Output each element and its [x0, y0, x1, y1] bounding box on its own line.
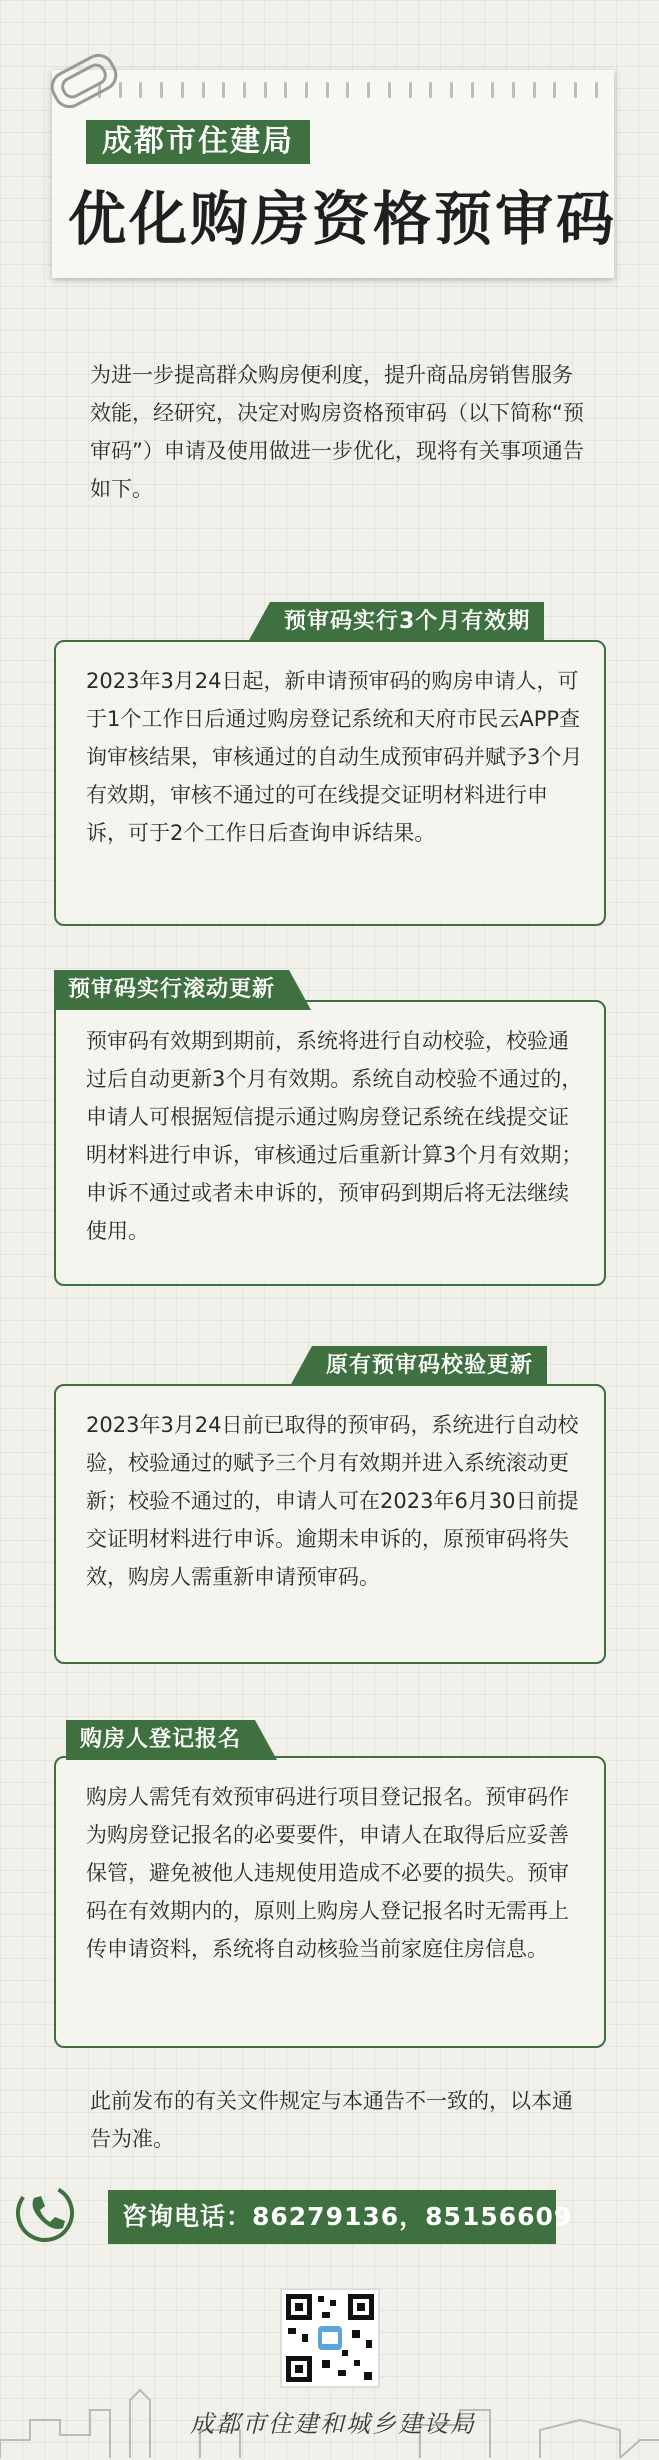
agency-title: 成都市住建局	[86, 120, 310, 164]
section-tag-label-2: 预审码实行滚动更新	[68, 977, 276, 1002]
section-body-1: 2023年3月24日起，新申请预审码的购房申请人，可于1个工作日后通过购房登记系统和天府市民云APP查询审核结果，审核通过的自动生成预审码并赋予3个月有效期，审核不通过的可在线提交证明材料进行申诉，可于2个工作日后查询申诉结果。	[86, 669, 583, 845]
section-tag-3	[312, 1346, 547, 1386]
section-body-4: 购房人需凭有效预审码进行项目登记报名。预审码作为购房登记报名的必要要件，申请人在取得后应妥善保管，避免被他人违规使用造成不必要的损失。预审码在有效期内的，原则上购房人登记报名时无需再上传申请资料，系统将自动核验当前家庭住房信息。	[86, 1785, 569, 1961]
qr-code-icon	[280, 2288, 380, 2388]
phone-icon	[14, 2182, 76, 2244]
section-tag-4	[66, 1720, 255, 1760]
section-box-1	[54, 640, 606, 926]
section-tag-2	[54, 970, 289, 1010]
section-tag-1	[270, 602, 544, 642]
section-body-3: 2023年3月24日前已取得的预审码，系统进行自动校验，校验通过的赋予三个月有效期并进入系统滚动更新；校验不通过的，申请人可在2023年6月30日前提交证明材料进行申诉。逾期未申诉的，原预审码将失效，购房人需重新申请预审码。	[86, 1413, 579, 1589]
section-box-4	[54, 1756, 606, 2048]
section-box-3	[54, 1384, 606, 1664]
footer-signature: 成都市住建和城乡建设局	[190, 2410, 476, 2438]
consult-phone-bar: 咨询电话：86279136，85156609	[108, 2190, 556, 2244]
section-box-2	[54, 1000, 606, 1286]
paper-holes	[98, 82, 598, 100]
closing-paragraph: 此前发布的有关文件规定与本通告不一致的，以本通告为准。	[90, 2089, 573, 2151]
section-tag-label-4: 购房人登记报名	[80, 1727, 242, 1752]
section-tag-label-1: 预审码实行3个月有效期	[284, 609, 531, 634]
page-title: 优化购房资格预审码	[68, 185, 618, 253]
section-tag-label-3: 原有预审码校验更新	[326, 1353, 534, 1378]
section-body-2: 预审码有效期到期前，系统将进行自动校验，校验通过后自动更新3个月有效期。系统自动校验不通过的，申请人可根据短信提示通过购房登记系统在线提交证明材料进行申诉，审核通过后重新计算3个月有效期；申诉不通过或者未申诉的，预审码到期后将无法继续使用。	[86, 1029, 583, 1243]
intro-paragraph: 为进一步提高群众购房便利度，提升商品房销售服务效能，经研究，决定对购房资格预审码（以下简称“预审码”）申请及使用做进一步优化，现将有关事项通告如下。	[90, 363, 584, 501]
